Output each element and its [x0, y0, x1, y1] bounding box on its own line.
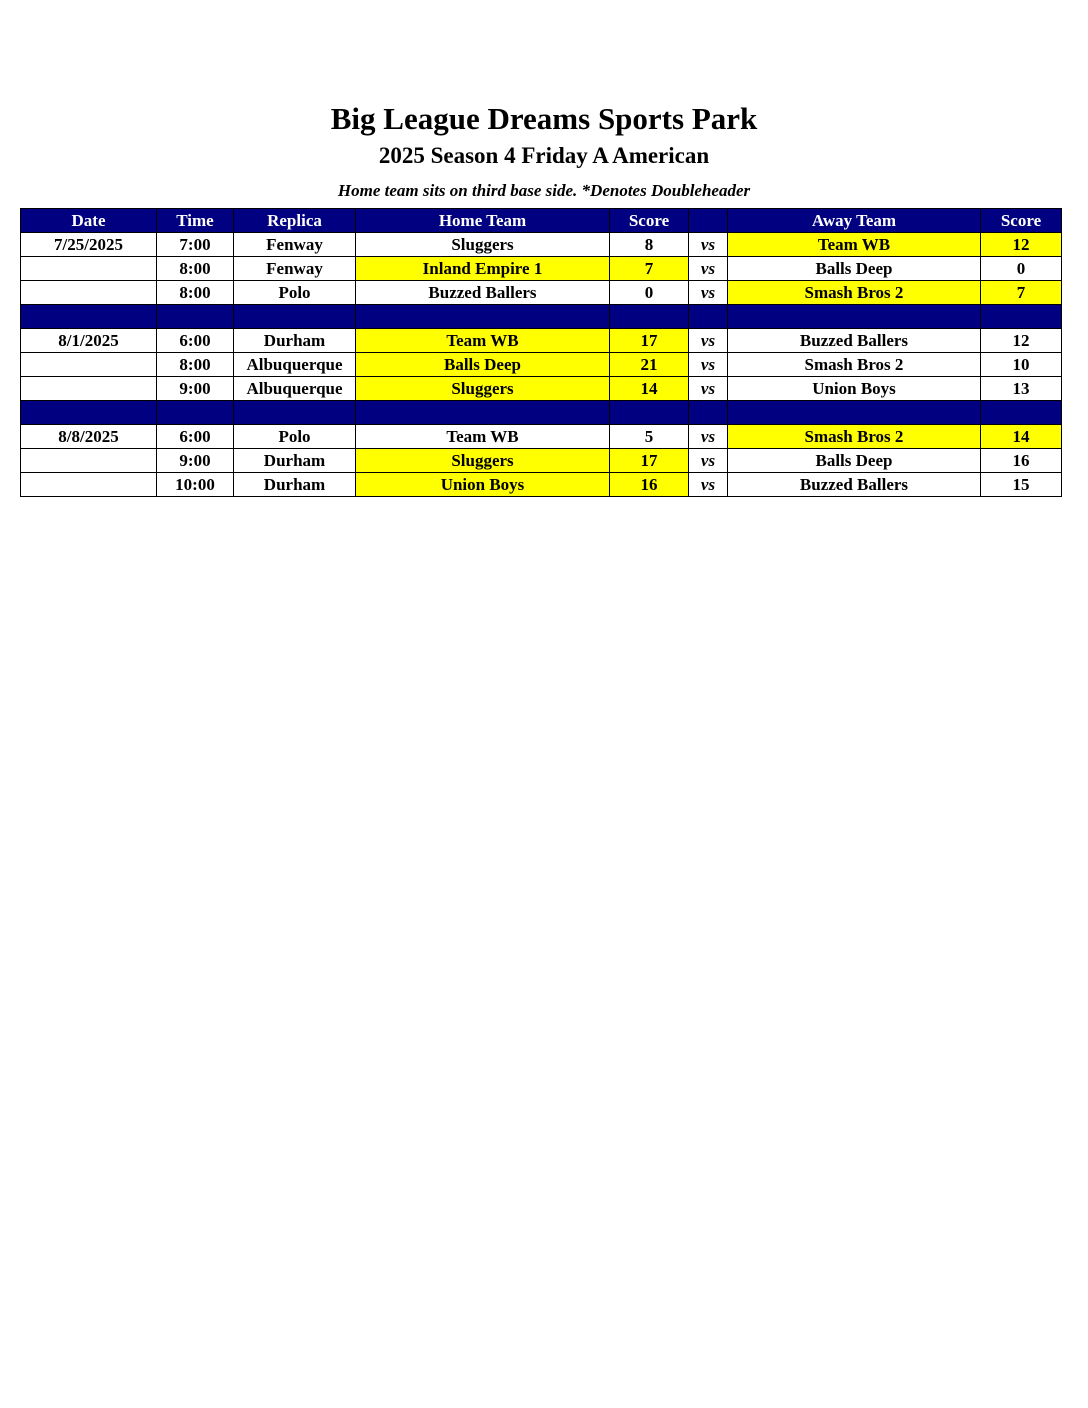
separator-cell — [234, 401, 356, 425]
home-team-cell: Sluggers — [356, 449, 610, 473]
schedule-table — [20, 208, 1062, 497]
away-score-cell: 0 — [981, 257, 1062, 281]
home-score-cell: 7 — [610, 257, 689, 281]
home-team-cell: Sluggers — [356, 233, 610, 257]
schedule-body — [21, 233, 1062, 497]
home-team-cell: Balls Deep — [356, 353, 610, 377]
replica-cell: Durham — [234, 329, 356, 353]
time-cell: 8:00 — [157, 281, 234, 305]
away-score-cell: 10 — [981, 353, 1062, 377]
away-score-cell: 12 — [981, 233, 1062, 257]
table-row — [21, 329, 1062, 353]
separator-cell — [356, 401, 610, 425]
home-team-cell: Sluggers — [356, 377, 610, 401]
week-separator-row — [21, 401, 1062, 425]
away-team-cell: Balls Deep — [728, 257, 981, 281]
week-separator-row — [21, 305, 1062, 329]
date-cell: 8/8/2025 — [21, 425, 157, 449]
date-cell — [21, 377, 157, 401]
time-cell: 9:00 — [157, 449, 234, 473]
home-score-cell: 17 — [610, 329, 689, 353]
away-score-cell: 13 — [981, 377, 1062, 401]
away-team-cell: Balls Deep — [728, 449, 981, 473]
home-score-cell: 14 — [610, 377, 689, 401]
table-row — [21, 449, 1062, 473]
separator-cell — [157, 305, 234, 329]
separator-cell — [21, 401, 157, 425]
home-score-cell: 16 — [610, 473, 689, 497]
col-header-away-score: Score — [981, 209, 1062, 233]
home-team-cell: Team WB — [356, 425, 610, 449]
away-team-cell: Buzzed Ballers — [728, 329, 981, 353]
away-score-cell: 15 — [981, 473, 1062, 497]
vs-cell: vs — [689, 449, 728, 473]
date-cell — [21, 473, 157, 497]
vs-cell: vs — [689, 425, 728, 449]
date-cell: 7/25/2025 — [21, 233, 157, 257]
time-cell: 8:00 — [157, 257, 234, 281]
time-cell: 9:00 — [157, 377, 234, 401]
away-score-cell: 14 — [981, 425, 1062, 449]
separator-cell — [728, 401, 981, 425]
date-cell — [21, 257, 157, 281]
separator-cell — [157, 401, 234, 425]
separator-cell — [689, 305, 728, 329]
vs-cell: vs — [689, 353, 728, 377]
separator-cell — [981, 305, 1062, 329]
vs-cell: vs — [689, 473, 728, 497]
time-cell: 6:00 — [157, 425, 234, 449]
time-cell: 8:00 — [157, 353, 234, 377]
replica-cell: Polo — [234, 425, 356, 449]
separator-cell — [356, 305, 610, 329]
table-row — [21, 257, 1062, 281]
away-team-cell: Team WB — [728, 233, 981, 257]
page-subtitle: 2025 Season 4 Friday A American — [378, 143, 710, 168]
table-row — [21, 233, 1062, 257]
col-header-date: Date — [21, 209, 157, 233]
away-team-cell: Smash Bros 2 — [728, 281, 981, 305]
table-row — [21, 473, 1062, 497]
vs-cell: vs — [689, 281, 728, 305]
col-header-home-score: Score — [610, 209, 689, 233]
replica-cell: Durham — [234, 449, 356, 473]
home-score-cell: 8 — [610, 233, 689, 257]
table-row — [21, 281, 1062, 305]
vs-cell: vs — [689, 233, 728, 257]
date-cell — [21, 449, 157, 473]
home-team-cell: Union Boys — [356, 473, 610, 497]
away-score-cell: 7 — [981, 281, 1062, 305]
away-team-cell: Smash Bros 2 — [728, 425, 981, 449]
separator-cell — [21, 305, 157, 329]
separator-cell — [728, 305, 981, 329]
away-team-cell: Buzzed Ballers — [728, 473, 981, 497]
header-row — [21, 209, 1062, 233]
replica-cell: Albuquerque — [234, 377, 356, 401]
away-team-cell: Smash Bros 2 — [728, 353, 981, 377]
home-team-cell: Team WB — [356, 329, 610, 353]
away-team-cell: Union Boys — [728, 377, 981, 401]
col-header-time: Time — [157, 209, 234, 233]
separator-cell — [689, 401, 728, 425]
table-row — [21, 353, 1062, 377]
replica-cell: Fenway — [234, 257, 356, 281]
home-score-cell: 21 — [610, 353, 689, 377]
date-cell: 8/1/2025 — [21, 329, 157, 353]
col-header-vs — [689, 209, 728, 233]
home-team-cell: Buzzed Ballers — [356, 281, 610, 305]
home-score-cell: 0 — [610, 281, 689, 305]
page-title: Big League Dreams Sports Park — [330, 101, 758, 136]
vs-cell: vs — [689, 257, 728, 281]
separator-cell — [610, 305, 689, 329]
away-score-cell: 16 — [981, 449, 1062, 473]
separator-cell — [981, 401, 1062, 425]
home-team-cell: Inland Empire 1 — [356, 257, 610, 281]
away-score-cell: 12 — [981, 329, 1062, 353]
date-cell — [21, 353, 157, 377]
time-cell: 10:00 — [157, 473, 234, 497]
col-header-home-team: Home Team — [356, 209, 610, 233]
col-header-replica: Replica — [234, 209, 356, 233]
replica-cell: Polo — [234, 281, 356, 305]
home-score-cell: 5 — [610, 425, 689, 449]
table-row — [21, 425, 1062, 449]
replica-cell: Albuquerque — [234, 353, 356, 377]
vs-cell: vs — [689, 377, 728, 401]
time-cell: 6:00 — [157, 329, 234, 353]
time-cell: 7:00 — [157, 233, 234, 257]
replica-cell: Fenway — [234, 233, 356, 257]
schedule-note: Home team sits on third base side. *Denotes Doubleheader — [337, 181, 751, 200]
date-cell — [21, 281, 157, 305]
vs-cell: vs — [689, 329, 728, 353]
replica-cell: Durham — [234, 473, 356, 497]
home-score-cell: 17 — [610, 449, 689, 473]
col-header-away-team: Away Team — [728, 209, 981, 233]
separator-cell — [234, 305, 356, 329]
separator-cell — [610, 401, 689, 425]
table-row — [21, 377, 1062, 401]
